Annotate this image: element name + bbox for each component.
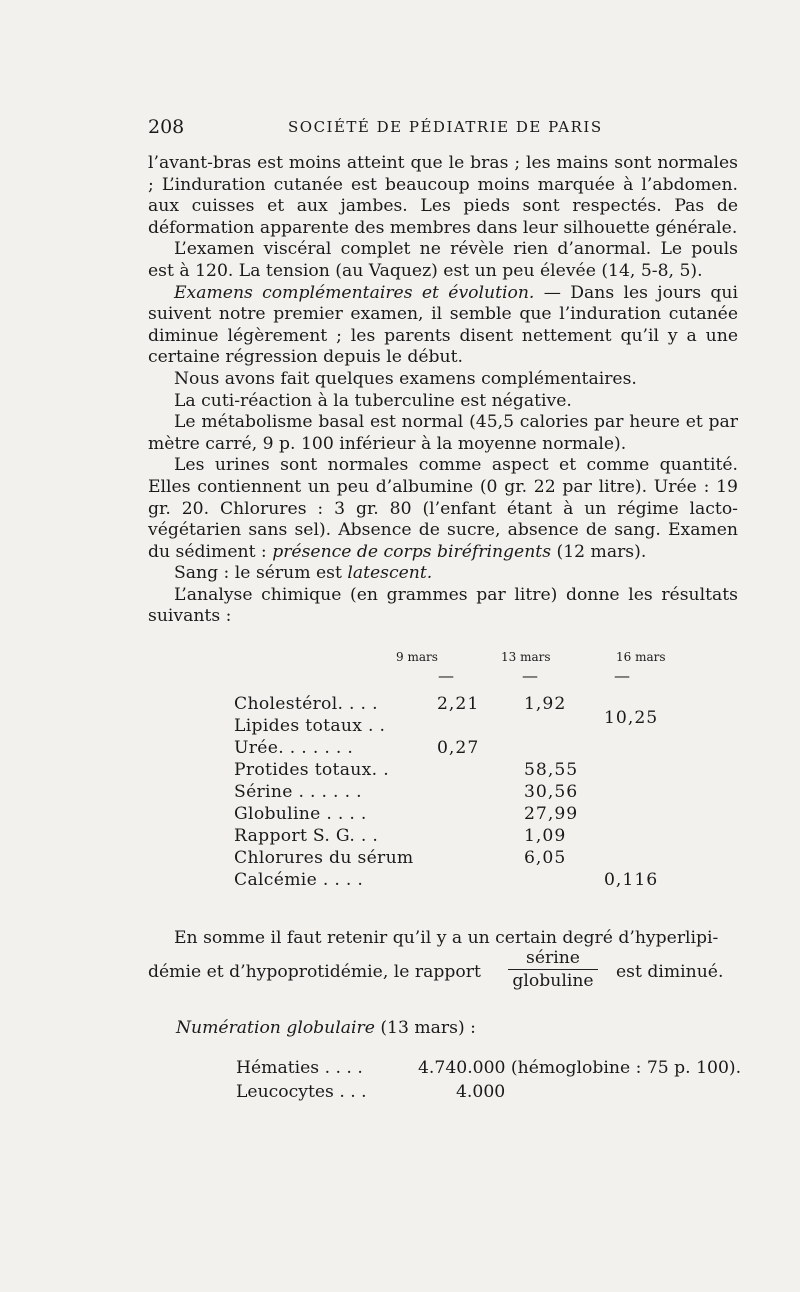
italic-text: latescent. (347, 563, 433, 584)
paragraph: Le métabolisme basal est normal (45,5 calories par heure et par mètre carré, 9 p. 100 inférieur à la moyenne normale). (148, 412, 738, 454)
row-label: Rapport S. G. . . (234, 826, 379, 846)
cell-value: 1,09 (524, 826, 567, 846)
column-rule: — (614, 666, 630, 685)
section-title: Examens complémentaires et évolution. (174, 282, 535, 303)
table-row (234, 848, 754, 870)
numeration-date: (13 mars) : (374, 1018, 476, 1038)
cell-value: 1,92 (524, 694, 567, 714)
ratio-fraction (508, 948, 598, 991)
column-rule: — (522, 666, 538, 685)
row-label: Sérine . . . . . . (234, 782, 362, 802)
italic-text: présence de corps biréfringents (272, 541, 552, 562)
column-header: 9 mars (396, 650, 438, 664)
table-row (236, 1082, 756, 1104)
table-row (234, 708, 754, 738)
section-title: Numération globulaire (176, 1018, 375, 1038)
cell-value: 0,27 (437, 738, 480, 758)
paragraph: L’analyse chimique (en grammes par litre) donne les résultats suivants : (148, 584, 738, 627)
paragraph: l’avant-bras est moins atteint que le bras ; les mains sont normales ; L’induration cutanée est beaucoup moins marquée à l’abdomen. aux cuisses et aux jambes. Les pieds sont respectés. Pas de déformation apparente des membres dans leur silhouette générale. (148, 153, 738, 238)
row-label: Lipides totaux . . (234, 716, 386, 736)
fraction-denominator: globuline (512, 971, 594, 991)
conclusion-line: est diminué. (616, 962, 724, 982)
running-title: SOCIÉTÉ DE PÉDIATRIE DE PARIS (288, 118, 603, 136)
cell-value: 0,116 (604, 870, 659, 890)
cell-value: 30,56 (524, 782, 579, 802)
fraction-bar (508, 969, 598, 970)
table-row (234, 826, 754, 848)
paragraph-text: (12 mars). (551, 541, 647, 562)
cell-value: 27,99 (524, 804, 579, 824)
cell-value: 2,21 (437, 694, 480, 714)
cell-value: 58,55 (524, 760, 579, 780)
fraction-numerator: sérine (526, 948, 580, 968)
table-row (236, 1058, 756, 1080)
paragraph: La cuti-réaction à la tuberculine est négative. (174, 390, 572, 411)
paragraph (148, 283, 738, 369)
table-row (234, 782, 754, 804)
row-label: Hématies . . . . (236, 1058, 363, 1078)
column-header: 16 mars (616, 650, 666, 664)
row-label: Calcémie . . . . (234, 870, 364, 890)
row-label: Globuline . . . . (234, 804, 367, 824)
column-header: 13 mars (501, 650, 551, 664)
page-header (148, 116, 738, 140)
row-label: Chlorures du sérum (234, 848, 414, 868)
row-label: Protides totaux. . (234, 760, 389, 780)
paragraph-text: — Dans les jours qui suivent notre premier examen, il semble que l’induration cutanée diminue légèrement ; les parents disent nettement qu’il y a une certaine régression depuis le début. (148, 282, 738, 368)
table-row (234, 870, 754, 892)
conclusion-line: démie et d’hypoprotidémie, le rapport (148, 962, 481, 982)
paragraph: Nous avons fait quelques examens complémentaires. (174, 368, 637, 389)
cell-value: 4.740.000 (hémoglobine : 75 p. 100). (418, 1058, 742, 1078)
cell-value: 6,05 (524, 848, 567, 868)
table-row (234, 694, 754, 716)
paragraph (148, 563, 738, 585)
page-number: 208 (148, 116, 185, 138)
paragraph-text: Sang : le sérum est (174, 563, 348, 584)
table-row (234, 738, 754, 760)
cell-value: 4.000 (456, 1082, 506, 1102)
paragraph (148, 455, 738, 563)
table-row (234, 760, 754, 782)
table-row (234, 804, 754, 826)
row-label: Leucocytes . . . (236, 1082, 367, 1102)
numeration-title (176, 1018, 476, 1038)
cell-value: 10,25 (604, 708, 659, 728)
body-text (148, 153, 738, 628)
column-rule: — (438, 666, 454, 685)
paragraph-text: Les urines sont normales comme aspect et comme quantité. Elles contiennent un peu d’albumine (0 gr. 22 par litre). Urée : 19 gr. 20. Chlorures : 3 gr. 80 (l’enfant étant à un régime lacto-végétarien sans sel). Absence de sucre, absence de sang. Examen du sédiment : (148, 455, 738, 562)
conclusion-line: En somme il faut retenir qu’il y a un certain degré d’hyperlipi- (174, 928, 719, 948)
row-label: Cholestérol. . . . (234, 694, 378, 714)
row-label: Urée. . . . . . . (234, 738, 354, 758)
paragraph: L’examen viscéral complet ne révèle rien d’anormal. Le pouls est à 120. La tension (au Vaquez) est un peu élevée (14, 5-8, 5). (148, 239, 738, 281)
